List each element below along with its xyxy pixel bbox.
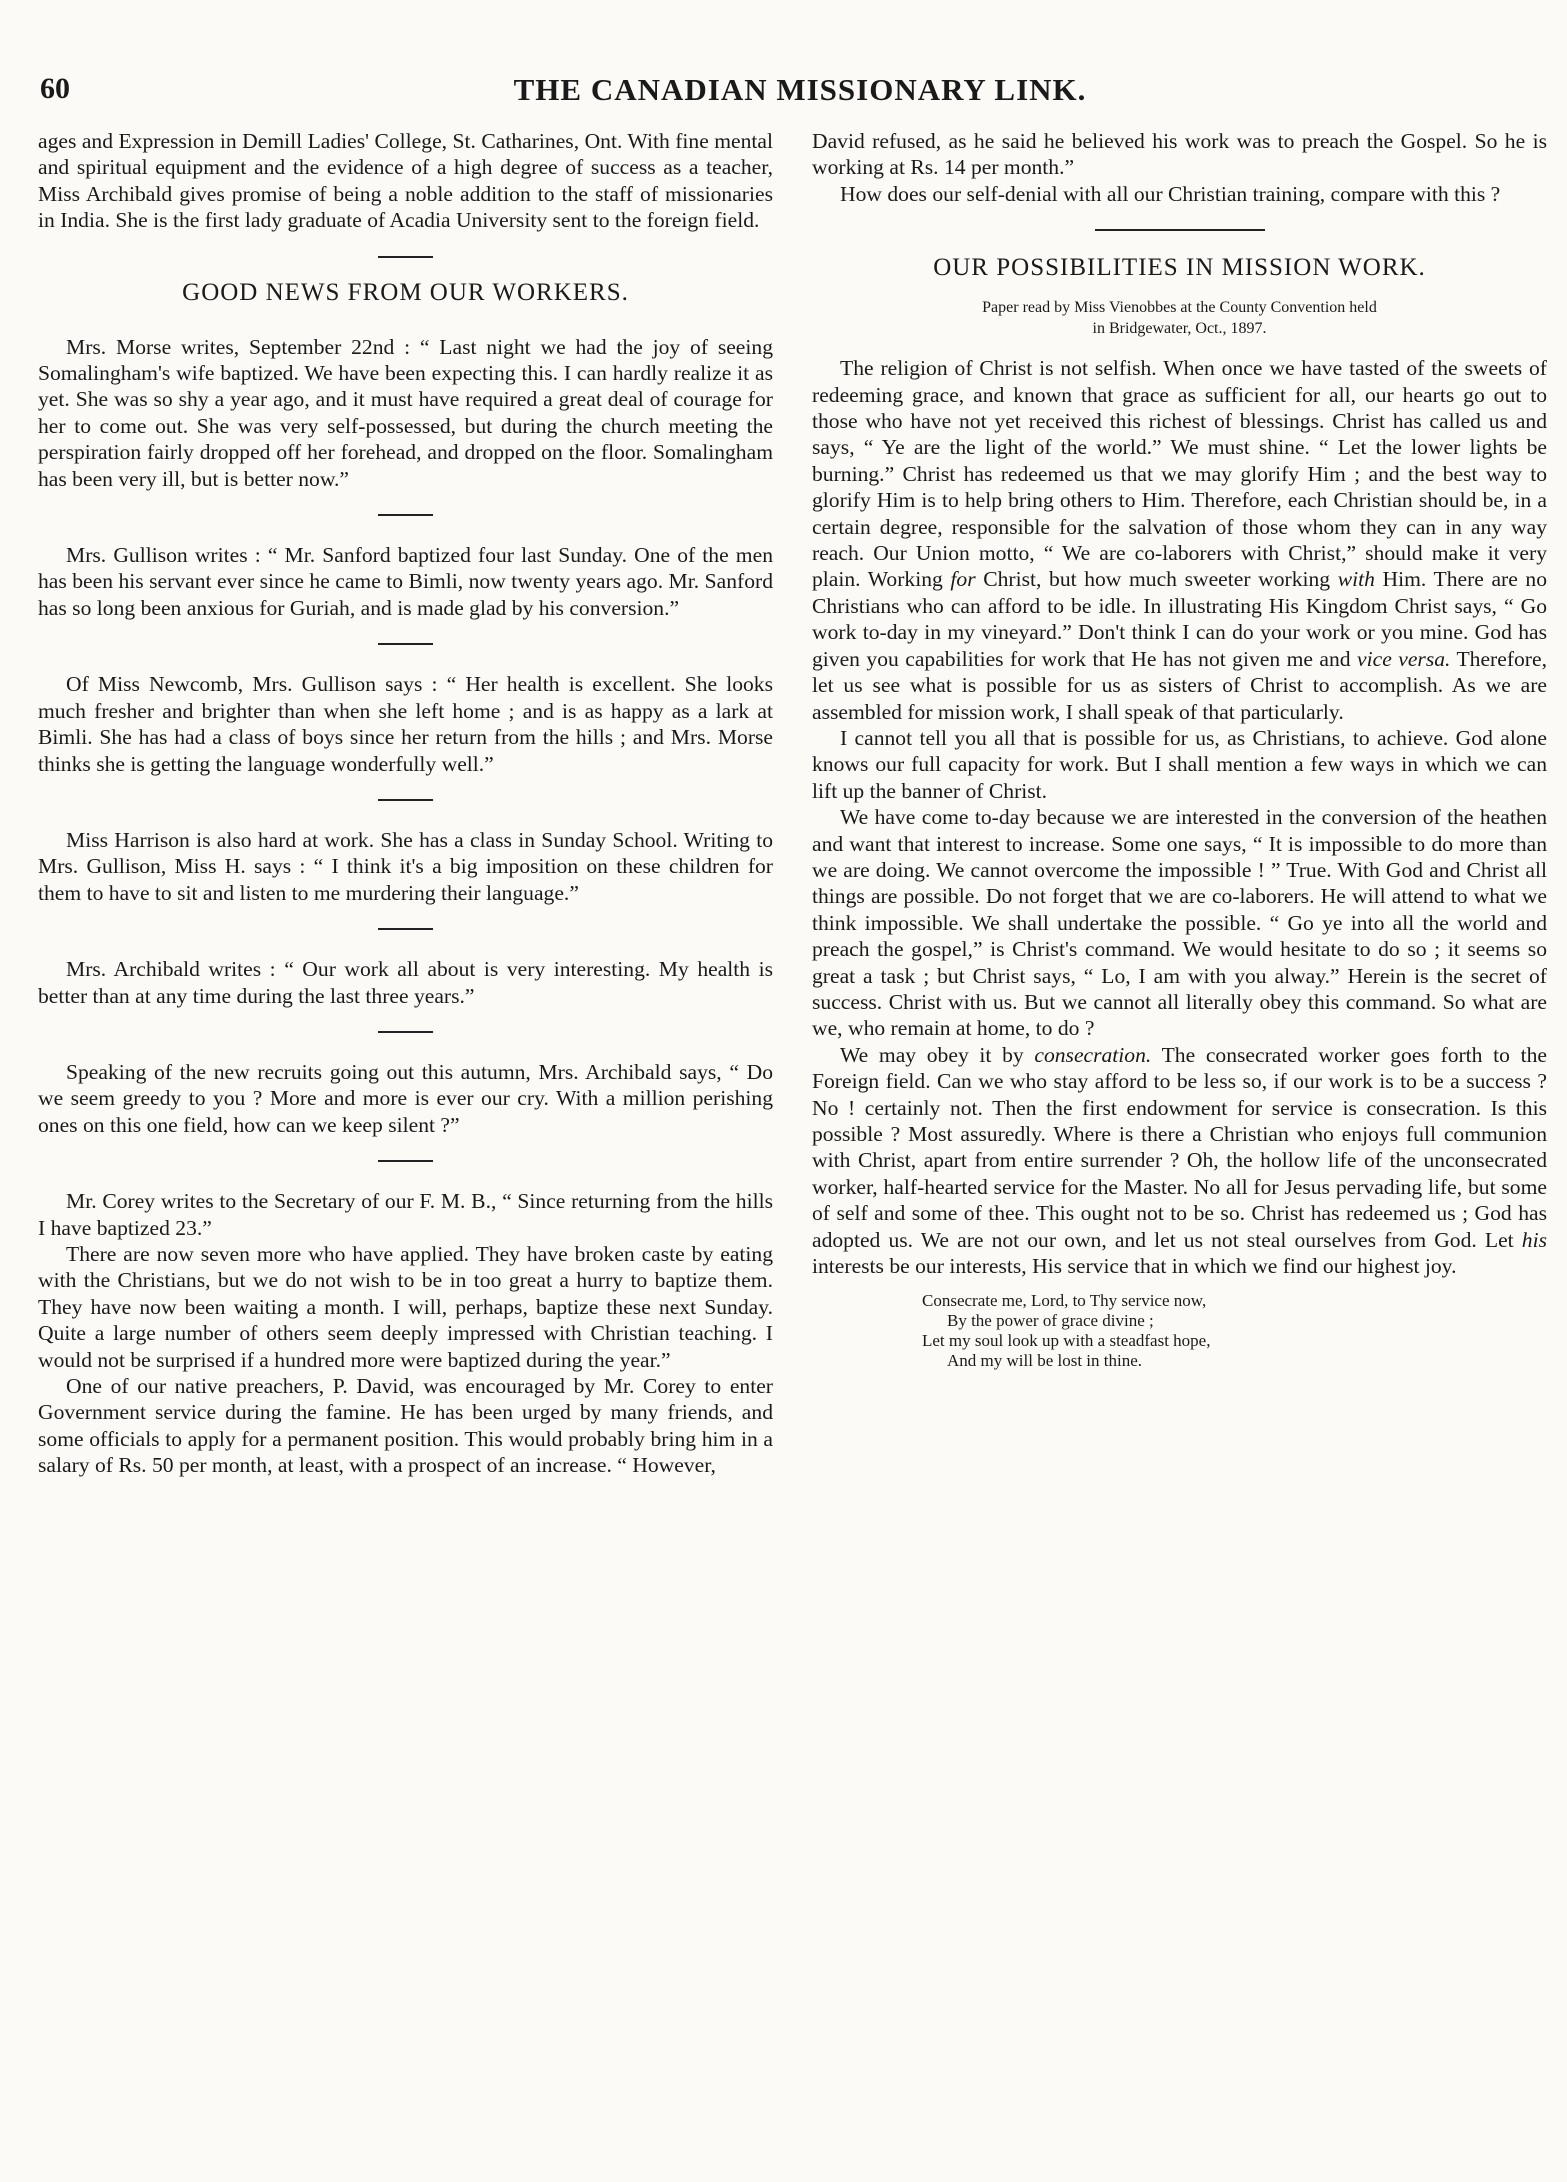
right-column [812,128,1547,1371]
paragraph: There are now seven more who have applied. They have broken caste by eating with the Christians, but we do not wish to be in too great a hurry to baptize them. They have now been waiting a month. I will, perhaps, baptize these next Sunday. Quite a large number of others seem deeply impressed with Christian teaching. I would not be surprised if a hundred more were baptized during the year.” [38,1241,773,1372]
paragraph: How does our self-denial with all our Christian training, compare with this ? [840,181,1501,206]
subtitle-line: in Bridgewater, Oct., 1897. [1092,320,1267,338]
section-title: GOOD NEWS FROM OUR WORKERS. [182,278,629,306]
divider [378,799,433,801]
poem [812,1291,1547,1371]
paragraph: Mrs. Gullison writes : “ Mr. Sanford baptized four last Sunday. One of the men has been his servant ever since he came to Bimli, now twenty years ago. Mr. Sanford has so long been anxious for Guriah, and is made glad by his conversion.” [38,543,773,620]
divider [378,256,433,258]
paragraph: I cannot tell you all that is possible for us, as Christians, to achieve. God alone knows our full capacity for work. But I shall mention a few ways in which we can lift up the banner of Christ. [812,725,1547,803]
poem-line: Consecrate me, Lord, to Thy service now, [922,1291,1207,1311]
divider [1095,229,1265,231]
paragraph: Of Miss Newcomb, Mrs. Gullison says : “ Her health is excellent. She looks much fresher and brighter than when she left home ; and is as happy as a lark at Bimli. She has had a class of boys since her return from the hills ; and Mrs. Morse thinks she is getting the language wonderfully well.” [38,672,773,776]
page-header [40,72,1520,122]
divider [378,1160,433,1162]
divider [378,643,433,645]
running-title: THE CANADIAN MISSIONARY LINK. [513,72,1087,107]
left-column [38,128,773,1479]
paragraph: Mrs. Morse writes, September 22nd : “ Last night we had the joy of seeing Somalingham's wife baptized. We have been expecting this. I can hardly realize it as yet. She was so shy a year ago, and it must have required a great deal of courage for her to come out. She was very self-possessed, but during the church meeting the perspiration fairly dropped off her forehead, and dropped on the floor. Somalingham has been very ill, but is better now.” [38,334,773,491]
paragraph: One of our native preachers, P. David, was encouraged by Mr. Corey to enter Government service during the famine. He has been urged by many friends, and some officials to apply for a permanent position. This would probably bring him in a salary of Rs. 50 per month, at least, with a prospect of an increase. “ However, [38,1374,773,1478]
section-subtitle [812,297,1547,339]
poem-line: By the power of grace divine ; [947,1311,1154,1331]
divider [378,928,433,930]
subtitle-line: Paper read by Miss Vienobbes at the County Convention held [982,299,1377,317]
divider [378,1031,433,1033]
paragraph: Mrs. Archibald writes : “ Our work all about is very interesting. My health is better than at any time during the last three years.” [38,957,773,1008]
paragraph: We have come to-day because we are interested in the conversion of the heathen and want that interest to increase. Some one says, “ It is impossible to do more than we are doing. We cannot overcome the impossible ! ” True. With God and Christ all things are possible. Do not forget that we are co-laborers. He will attend to what we think impossible. We shall undertake the possible. “ Go ye into all the world and preach the gospel,” is Christ's command. We would hesitate to do so ; it seems so great a task ; but Christ says, “ Lo, I am with you alway.” Herein is the secret of success. Christ with us. But we cannot all literally obey this command. So what are we, who remain at home, to do ? [812,805,1547,1041]
paragraph: The religion of Christ is not selfish. When once we have tasted of the sweets of redeeming grace, and known that grace as sufficient for all, our hearts go out to those who have not yet received this richest of blessings. Christ has called us and says, “ Ye are the light of the world.” We must shine. “ Let the lower lights be burning.” Christ has redeemed us that we may glorify Him ; and the best way to glorify Him is to help bring others to Him. Therefore, each Christian should be, in a certain degree, responsible for the salvation of those whom they can in any way reach. Our Union motto, “ We are co-laborers with Christ,” should make it very plain. Working for Christ, but how much sweeter working with Him. There are no Christians who can afford to be idle. In illustrating His Kingdom Christ says, “ Go work to-day in my vineyard.” Don't think I can do your work or you mine. God has given you capabilities for work that He has not given me and vice versa. Therefore, let us see what is possible for us as sisters of Christ to accomplish. As we are assembled for mission work, I shall speak of that particularly. [812,356,1548,724]
paragraph: Miss Harrison is also hard at work. She has a class in Sunday School. Writing to Mrs. Gullison, Miss H. says : “ I think it's a big imposition on these children for them to have to sit and listen to me murdering their language.” [38,827,773,905]
divider [378,514,433,516]
section-title: OUR POSSIBILITIES IN MISSION WORK. [933,254,1426,282]
paragraph: David refused, as he said he believed his work was to preach the Gospel. So he is working at Rs. 14 per month.” [812,129,1547,180]
paragraph: Speaking of the new recruits going out this autumn, Mrs. Archibald says, “ Do we seem greedy to you ? More and more is ever our cry. With a million perishing ones on this one field, how can we keep silent ?” [38,1059,773,1137]
paragraph: We may obey it by consecration. The consecrated worker goes forth to the Foreign field. Can we who stay afford to be less so, if our work is to be a success ? No ! certainly not. Then the first endowment for service is consecration. Is this possible ? Most assuredly. Where is there a Christian who enjoys full communion with Christ, apart from entire surrender ? Oh, the hollow life of the unconsecrated worker, half-hearted service for the Master. No all for Jesus pervading life, but some of self and some of thee. This ought not to be so. Christ has redeemed us ; God has adopted us. We are not our own, and let us not steal ourselves from God. Let his interests be our interests, His service that in which we find our highest joy. [812,1042,1547,1279]
paragraph: Mr. Corey writes to the Secretary of our F. M. B., “ Since returning from the hills I have baptized 23.” [38,1189,773,1240]
paragraph: ages and Expression in Demill Ladies' College, St. Catharines, Ont. With fine mental and spiritual equipment and the evidence of a high degree of success as a teacher, Miss Archibald gives promise of being a noble addition to the staff of missionaries in India. She is the first lady graduate of Acadia University sent to the foreign field. [38,129,773,233]
poem-line: Let my soul look up with a steadfast hope, [922,1331,1211,1351]
poem-line: And my will be lost in thine. [947,1351,1143,1371]
page-number: 60 [40,72,70,105]
